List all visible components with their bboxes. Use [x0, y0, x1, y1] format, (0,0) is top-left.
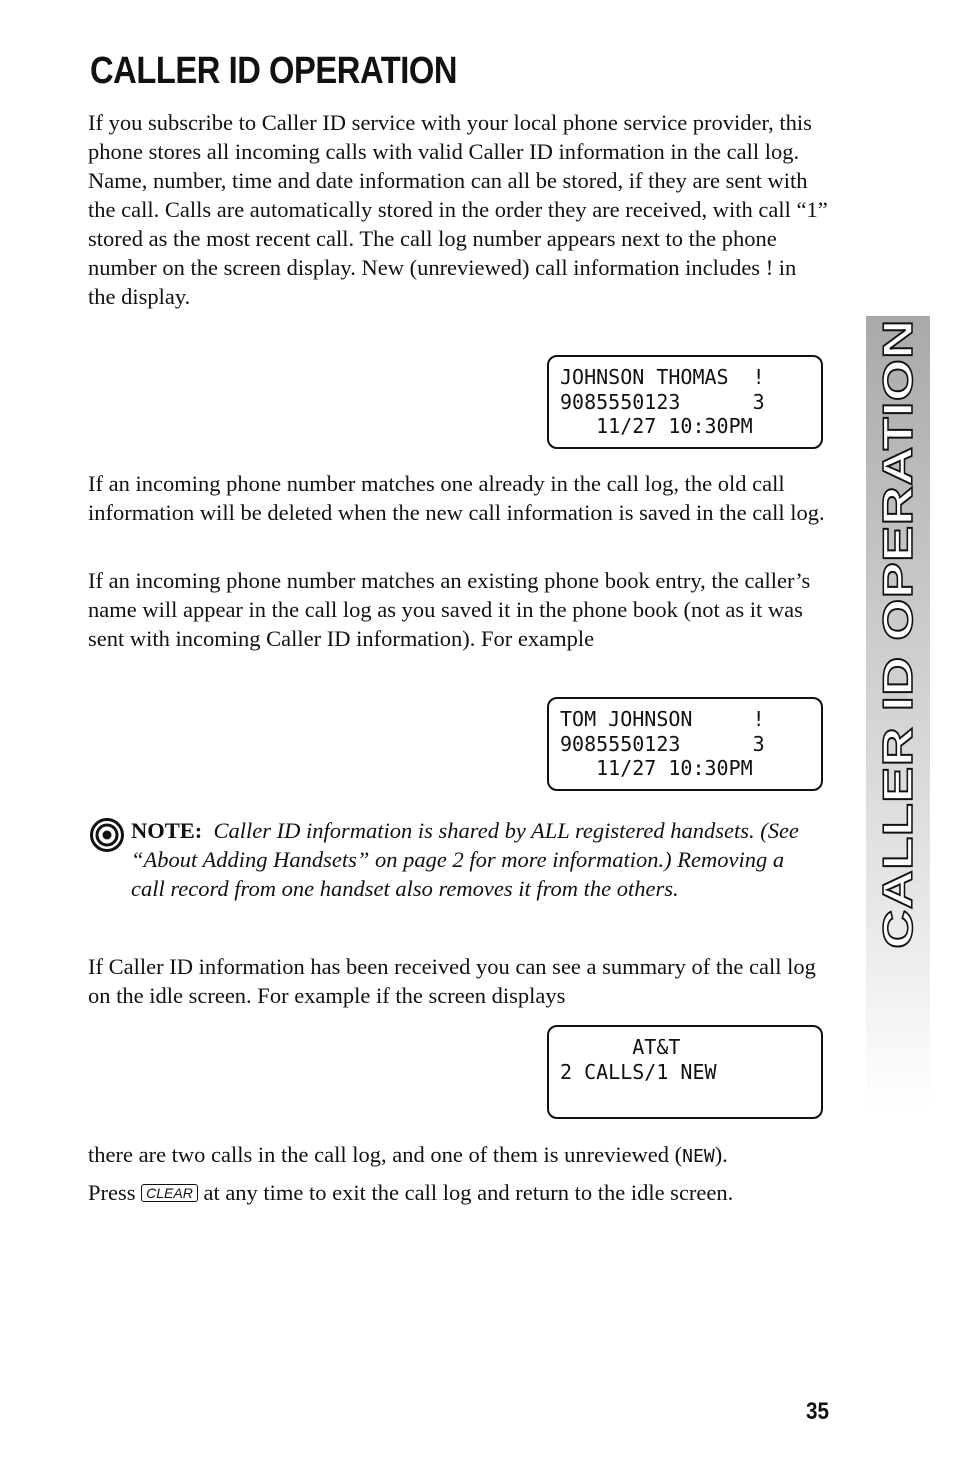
clear-key-icon: CLEAR	[141, 1184, 198, 1202]
lcd-line: 11/27 10:30PM	[560, 414, 753, 438]
lcd-display-example-3	[547, 1025, 823, 1119]
two-calls-text-end: ).	[714, 1142, 728, 1167]
lcd-line: 11/27 10:30PM	[560, 756, 753, 780]
lcd-display-example-2	[547, 697, 823, 791]
target-icon	[90, 818, 124, 852]
lcd-display-example-1	[547, 355, 823, 449]
lcd-line: AT&T	[560, 1035, 681, 1059]
lcd-line: TOM JOHNSON !	[560, 707, 765, 731]
page-title: CALLER ID OPERATION	[90, 50, 458, 92]
press-paragraph	[88, 1178, 768, 1207]
summary-paragraph: If Caller ID information has been received you can see a summary of the call log on the idle screen. For example if the screen displays	[88, 954, 816, 1008]
page-number: 35	[806, 1398, 829, 1425]
note-body: Caller ID information is shared by ALL registered handsets. (See “About Adding Handsets” on page 2 for more information.) Removing a call record from one handset also removes it from the others.	[131, 818, 799, 901]
note-text	[131, 816, 808, 903]
lcd-line: 2 CALLS/1 NEW	[560, 1059, 717, 1084]
match-book-paragraph: If an incoming phone number matches an existing phone book entry, the caller’s name will appear in the call log as you saved it in the phone book (not as it was sent with incoming Caller ID information). For example	[88, 568, 811, 651]
press-text: Press	[88, 1180, 142, 1205]
press-text-end: at any time to exit the call log and return to the idle screen.	[197, 1180, 734, 1205]
lcd-line: 9085550123 3	[560, 731, 765, 756]
two-calls-text: there are two calls in the call log, and one of them is unreviewed (	[88, 1142, 683, 1167]
intro-paragraph: If you subscribe to Caller ID service with your local phone service provider, this phone stores all incoming calls with valid Caller ID information in the call log. Name, number, time and date information can all be stored, if they are sent with the call. Calls are automatically stored in the order they are received, with call “1” stored as the most recent call. The call log number appears next to the phone number on the screen display. New (unreviewed) call information includes ! in the display.	[88, 110, 828, 309]
side-tab-label: CALLER ID OPERATION	[874, 319, 922, 949]
note-label: NOTE:	[131, 818, 203, 843]
note-block	[88, 816, 808, 903]
lcd-line: JOHNSON THOMAS !	[560, 365, 765, 389]
section-side-tab	[866, 316, 930, 1110]
new-code: NEW	[682, 1146, 715, 1167]
two-calls-paragraph	[88, 1140, 848, 1171]
lcd-line: 9085550123 3	[560, 389, 765, 414]
match-log-paragraph: If an incoming phone number matches one already in the call log, the old call information will be deleted when the new call information is saved in the call log.	[88, 471, 825, 525]
